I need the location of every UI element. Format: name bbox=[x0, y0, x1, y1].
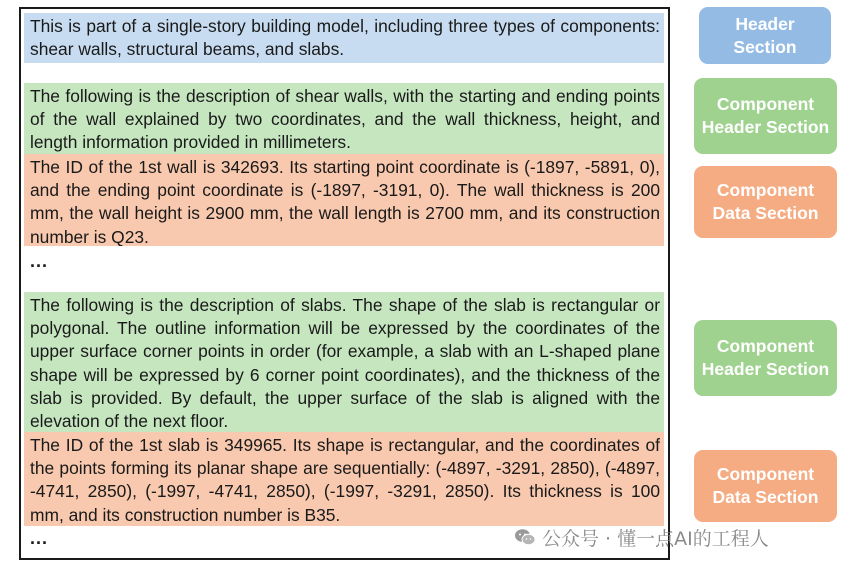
legend-component-header-section-1: Component Header Section bbox=[694, 78, 837, 154]
wechat-icon bbox=[514, 528, 536, 546]
watermark bbox=[514, 523, 769, 551]
slab-header-block: The following is the description of slabs. The shape of the slab is rectangular or polygonal. The outline information will be expressed by the coordinates of the upper surface corner points in order (for example, a slab with an L-shaped plane shape will be expressed by 6 corner point coordinates), and the thickness of the slab is provided. By default, the upper surface of the slab is aligned with the elevation of the next floor. bbox=[24, 292, 664, 432]
legend-component-data-section-2: Component Data Section bbox=[694, 450, 837, 522]
legend-header-section: Header Section bbox=[699, 7, 831, 64]
legend-component-data-section-1: Component Data Section bbox=[694, 166, 837, 238]
slab-data-block: The ID of the 1st slab is 349965. Its shape is rectangular, and the coordinates of the points forming its planar shape are sequentially: (-4897, -3291, 2850), (-4897, -4741, 2850), (-1997, -4741, 2850), (-1997, -3291, 2850). Its thickness is 100 mm, and its construction number is B35. bbox=[24, 432, 664, 526]
wall-header-block: The following is the description of shear walls, with the starting and ending points of the wall explained by two coordinates, and the wall thickness, height, and length information provided in millimeters. bbox=[24, 83, 664, 154]
ellipsis-2: ... bbox=[30, 528, 49, 548]
header-section-block: This is part of a single-story building model, including three types of components: shear walls, structural beams, and slabs. bbox=[24, 13, 664, 63]
wall-data-block: The ID of the 1st wall is 342693. Its starting point coordinate is (-1897, -5891, 0), and the ending point coordinate is (-1897, -3191, 0). The wall thickness is 200 mm, the wall height is 2900 mm, the wall length is 2700 mm, and its construction number is Q23. bbox=[24, 154, 664, 246]
ellipsis-1: ... bbox=[30, 251, 49, 271]
legend-component-header-section-2: Component Header Section bbox=[694, 320, 837, 396]
watermark-text: 公众号 · 懂一点AI的工程人 bbox=[542, 527, 769, 550]
